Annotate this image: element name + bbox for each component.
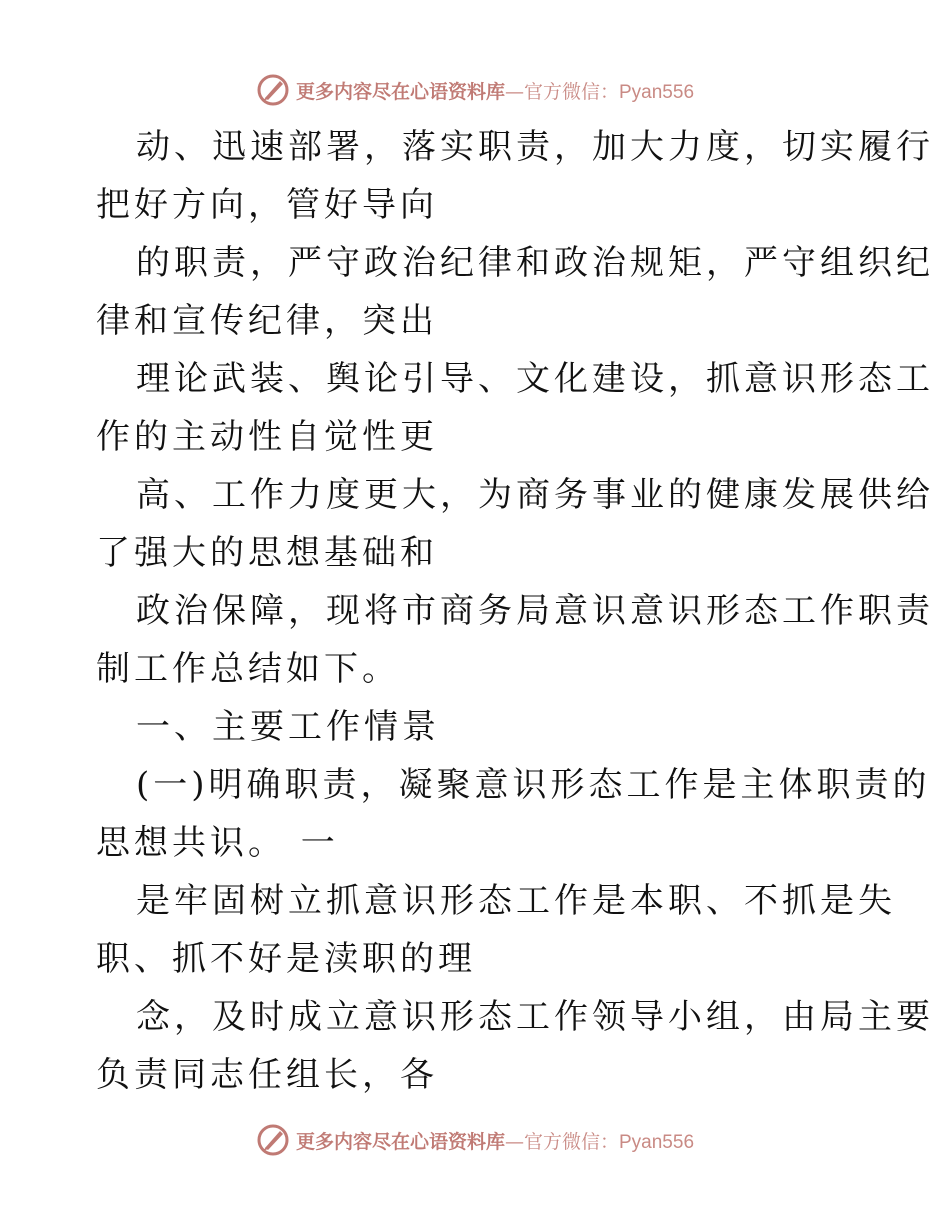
text-line: 负责同志任组长，各: [96, 1055, 438, 1095]
watermark-id: Pyan556: [619, 1131, 695, 1153]
text-line: 高、工作力度更大，为商务事业的健康发展供给: [136, 475, 934, 515]
watermark-text: [296, 1127, 694, 1154]
watermark-dash: —: [504, 1130, 524, 1153]
text-line: 作的主动性自觉性更: [96, 417, 438, 457]
subsection-heading: (一)明确职责，凝聚意识形态工作是主体职责的: [136, 765, 931, 805]
text-line: 动、迅速部署，落实职责，加大力度，切实履行: [136, 127, 934, 167]
watermark-id: Pyan556: [619, 81, 695, 103]
footer-watermark: [0, 1122, 950, 1158]
text-line: 思想共识。 一: [96, 823, 339, 863]
text-line: 把好方向，管好导向: [96, 185, 438, 225]
text-line: 念，及时成立意识形态工作领导小组，由局主要: [136, 997, 934, 1037]
text-line: 理论武装、舆论引导、文化建设，抓意识形态工: [136, 359, 934, 399]
text-line: 了强大的思想基础和: [96, 533, 438, 573]
text-line: 制工作总结如下。: [96, 649, 400, 689]
watermark-brand: 更多内容尽在心语资料库: [295, 1130, 505, 1153]
document-body: [96, 118, 934, 1104]
watermark-brand: 更多内容尽在心语资料库: [295, 80, 505, 103]
text-line: 政治保障，现将市商务局意识意识形态工作职责: [136, 591, 934, 631]
quill-pen-logo-icon: [256, 73, 290, 107]
text-line: 律和宣传纪律，突出: [96, 301, 438, 341]
text-line: 的职责，严守政治纪律和政治规矩，严守组织纪: [136, 243, 934, 283]
quill-pen-logo-icon: [256, 1123, 290, 1157]
watermark-dash: —: [504, 80, 524, 103]
text-line: 职、抓不好是渎职的理: [96, 939, 476, 979]
header-watermark: [0, 72, 950, 108]
text-line: 是牢固树立抓意识形态工作是本职、不抓是失: [136, 881, 896, 921]
watermark-label: 官方微信：: [523, 80, 619, 103]
watermark-text: [296, 77, 694, 104]
watermark-label: 官方微信：: [523, 1130, 619, 1153]
section-heading: 一、主要工作情景: [136, 707, 440, 747]
